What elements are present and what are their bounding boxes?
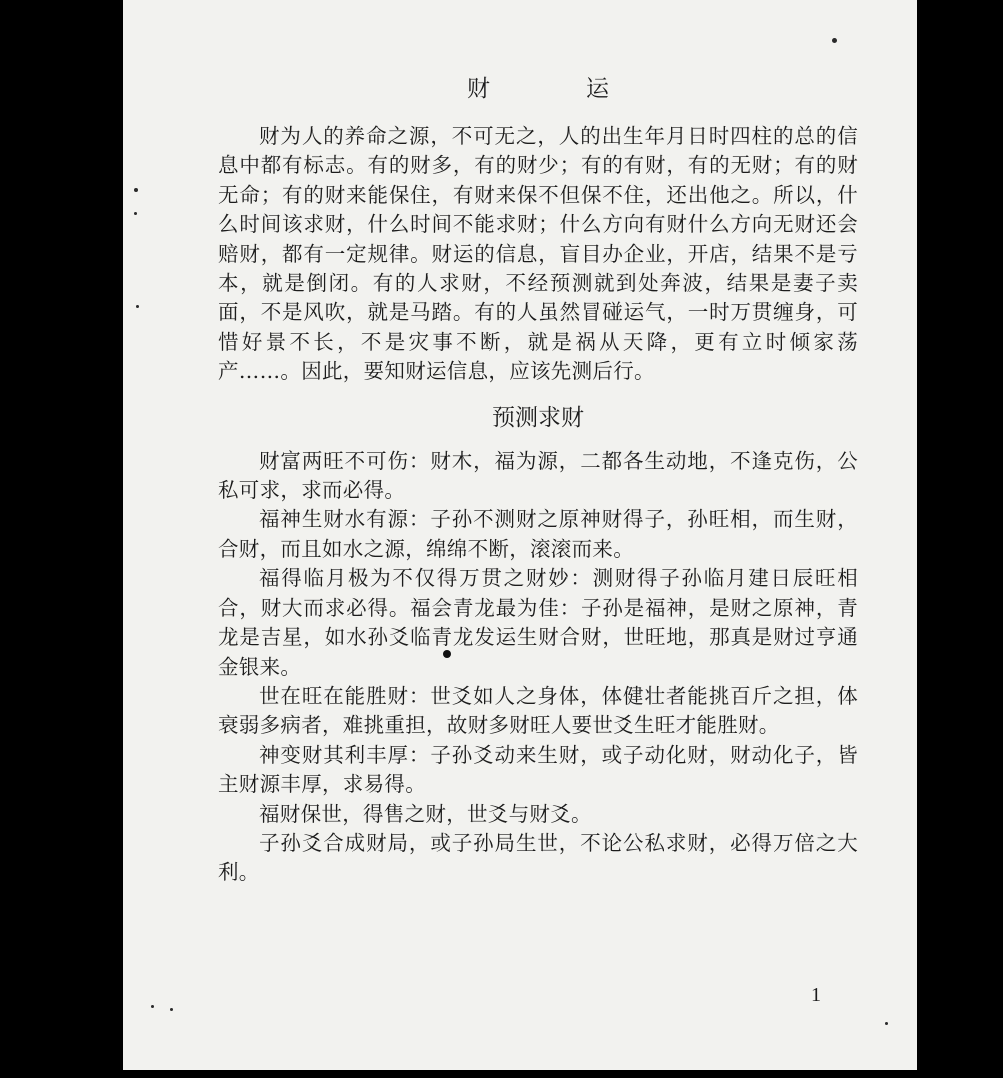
scan-speck [832, 38, 837, 43]
paragraph: 世在旺在能胜财：世爻如人之身体，体健壮者能挑百斤之担，体衰弱多病者，难挑重担，故财多财旺人要世爻生旺才能胜财。 [218, 683, 858, 738]
scan-speck [134, 188, 138, 192]
intro-paragraph: 财为人的养命之源，不可无之，人的出生年月日时四柱的总的信息中都有标志。有的财多，有的财少；有的有财，有的无财；有的财无命；有的财来能保住，有财来保不但保不住，还出他之。所以，什么时间该求财，什么时间不能求财；什么方向有财什么方向无财还会赔财，都有一定规律。财运的信息，盲目办企业，开店，结果不是亏本，就是倒闭。有的人求财，不经预测就到处奔波，结果是妻子卖面，不是风吹，就是马踏。有的人虽然冒碰运气，一时万贯缠身，可惜好景不长，不是灾事不断，就是祸从天降，更有立时倾家荡产……。因此，要知财运信息，应该先测后行。 [218, 124, 858, 384]
title-char-1: 财 [467, 76, 490, 102]
paragraph: 福得临月极为不仅得万贯之财妙：测财得子孙临月建日辰旺相合，财大而求必得。福会青龙最为佳：子孙是福神，是财之原神，青龙是吉星，如水孙爻临青龙发运生财合财，世旺地，那真是财过亨通金银来。 [218, 566, 858, 679]
scan-speck [885, 1022, 888, 1025]
page-content [218, 74, 858, 888]
scan-speck [170, 1008, 173, 1011]
scanned-page [123, 0, 917, 1070]
scan-speck [443, 650, 451, 658]
page-title [218, 74, 858, 104]
scan-speck [134, 212, 137, 215]
paragraph: 子孙爻合成财局，或子孙局生世，不论公私求财，必得万倍之大利。 [218, 830, 858, 885]
paragraph: 财富两旺不可伤：财木，福为源，二都各生动地，不逢克伤，公私可求，求而必得。 [218, 448, 858, 503]
paragraph: 福财保世，得售之财，世爻与财爻。 [259, 801, 592, 826]
page-number: 1 [811, 984, 821, 1006]
title-char-2: 运 [586, 76, 609, 102]
paragraph: 福神生财水有源：子孙不测财之原神财得子，孙旺相，而生财，合财，而且如水之源，绵绵不断，滚滚而来。 [218, 507, 858, 561]
scan-speck [151, 1005, 154, 1008]
paragraph: 神变财其利丰厚：子孙爻动来生财，或子动化财，财动化子，皆主财源丰厚，求易得。 [218, 742, 858, 797]
section-title: 预测求财 [492, 404, 584, 431]
scan-speck [136, 305, 139, 308]
